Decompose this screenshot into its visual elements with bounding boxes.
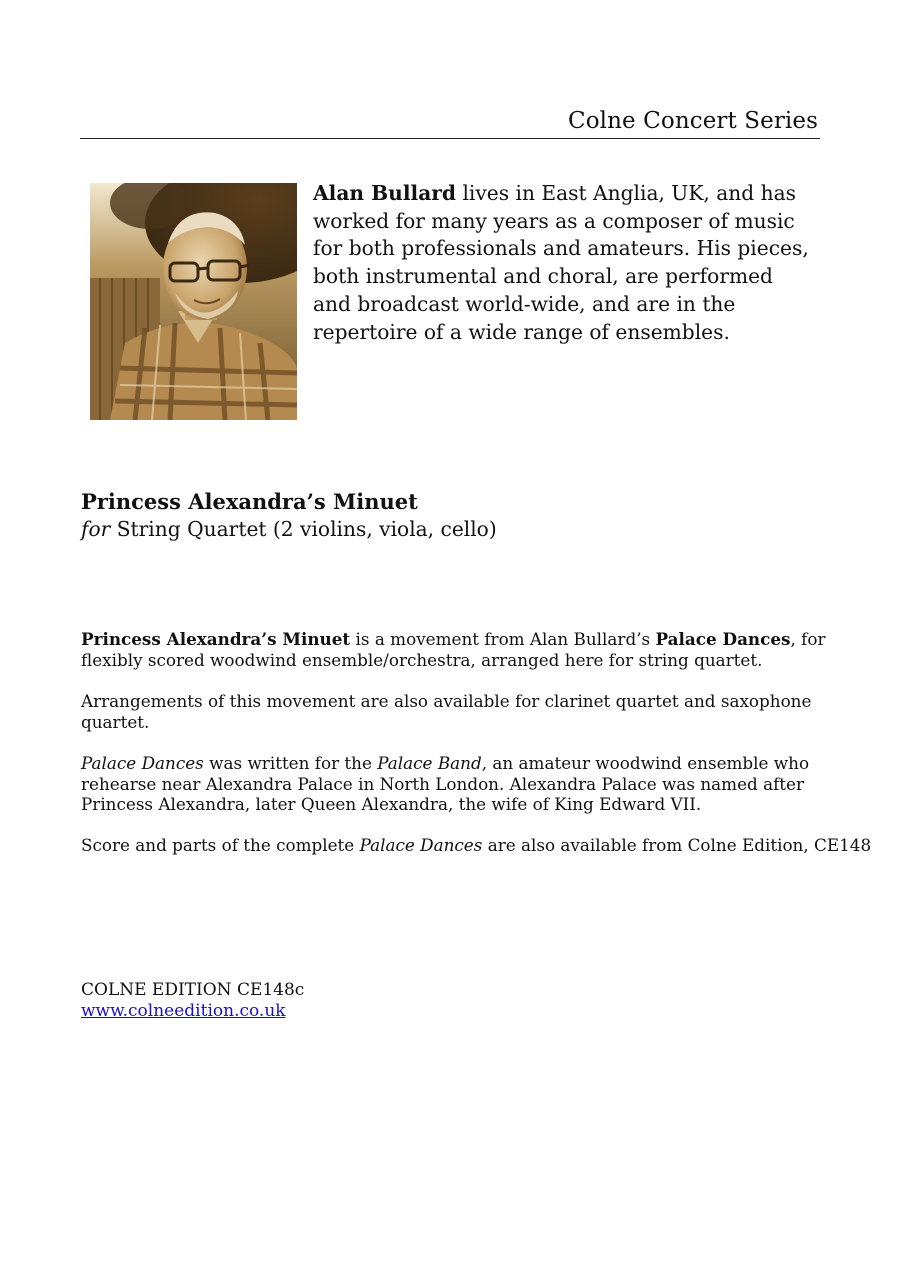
p3-band-name: Palace Band (377, 753, 482, 773)
p1-collection-title: Palace Dances (655, 629, 791, 649)
p1-text-1: is a movement from Alan Bullard’s (350, 629, 656, 649)
website-link[interactable]: www.colneedition.co.uk (81, 1001, 286, 1021)
p4-collection-title: Palace Dances (359, 835, 483, 855)
p4-text-1: Score and parts of the complete (81, 835, 360, 855)
p3-text-1: was written for the (203, 753, 378, 773)
composer-bio-text: lives in East Anglia, UK, and has worked for many years as a composer of music for both professionals and amateurs. His pieces, both instrumental and choral, are performed and broadcast world-wide, and are in the repertoire of a wide range of ensembles. (313, 181, 809, 344)
work-title: Princess Alexandra’s Minuet (81, 489, 418, 514)
p1-text-2: , for flexibly scored woodwind ensemble/orchestra, arranged here for string quartet. (81, 629, 826, 670)
composer-photo (90, 183, 297, 420)
series-header (80, 106, 820, 139)
p3-text-2: , an amateur woodwind ensemble who rehearse near Alexandra Palace in North London. Alexandra Palace was named after Princess Alexandra, later Queen Alexandra, the wife of King Edward VII. (81, 753, 810, 815)
for-word: for (81, 517, 111, 541)
instrumentation-text: String Quartet (2 violins, viola, cello) (110, 517, 497, 541)
description-paragraph-3 (81, 753, 826, 815)
p4-text-2: are also available from Colne Edition, CE148 (482, 835, 872, 855)
composer-bio (313, 180, 813, 346)
composer-name: Alan Bullard (313, 181, 457, 205)
work-instrumentation (81, 517, 497, 541)
description-paragraph-2: Arrangements of this movement are also available for clarinet quartet and saxophone quartet. (81, 691, 812, 732)
p3-collection-title: Palace Dances (81, 753, 204, 773)
description-paragraph-1 (81, 629, 826, 670)
catalogue-number: COLNE EDITION CE148c (81, 980, 305, 1000)
description-paragraph-4 (81, 835, 872, 856)
edition-info (81, 980, 304, 1022)
p1-work-title: Princess Alexandra’s Minuet (81, 629, 351, 649)
composer-photo-image (90, 183, 297, 420)
series-title: Colne Concert Series (568, 108, 818, 134)
